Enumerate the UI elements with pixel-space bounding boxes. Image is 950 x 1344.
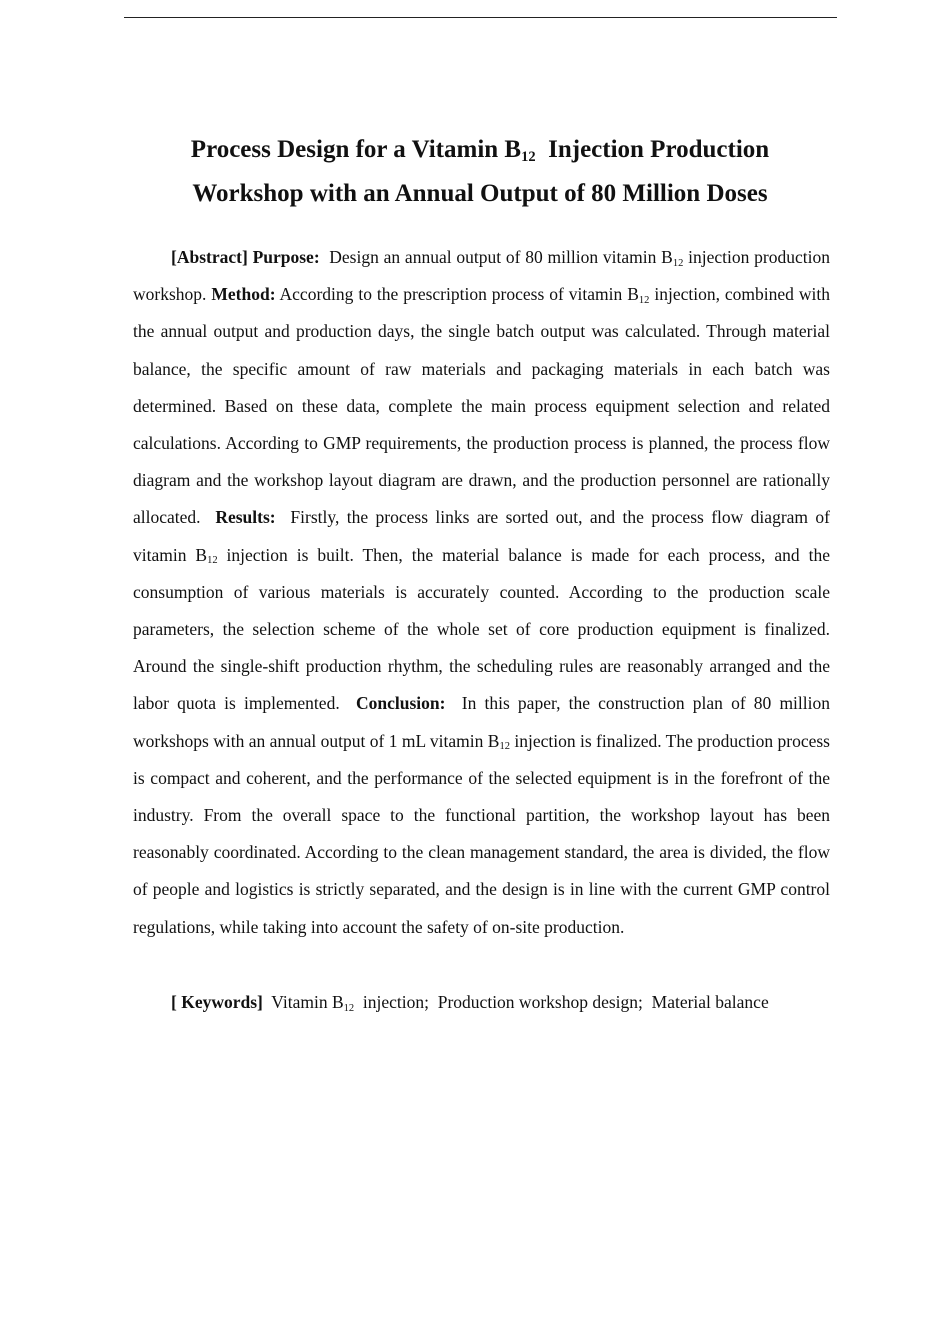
method-label: Method: (211, 284, 276, 305)
results-subscript: 12 (207, 555, 218, 567)
header-rule (124, 17, 837, 18)
conclusion-text-b: injection is finalized. The production process is compact and coherent, and the performance of the selected equipment is in the forefront of the industry. From the overall space to the functional partition, the workshop layout has been reasonably coordinated. According to the clean management standard, the area is divided, the flow of people and logistics is strictly separated, and the design is in line with the current GMP control regulations, while taking into account the safety of on-site production. (133, 730, 830, 937)
keywords-text-b: injection; Production workshop design; Material balance (354, 992, 769, 1012)
abstract-label: [Abstract] (171, 247, 248, 267)
results-text-b: injection is built. Then, the material balance is made for each process, and the consumption of various materials is accurately counted. According to the production scale parameters, the selection scheme of the whole set of core production equipment is finalized. Around the single-shift production rhythm, the scheduling rules are reasonably arranged and the labor quota is implemented. (133, 544, 830, 714)
keywords-line (133, 984, 830, 1021)
results-text-a: Firstly, the process links are sorted out, and the process flow diagram of vitamin B (133, 507, 830, 565)
purpose-text-a: Design an annual output of 80 million vitamin B (329, 247, 673, 267)
abstract-paragraph (133, 239, 830, 946)
title-line1-a: Process Design for a Vitamin B (190, 136, 522, 163)
title-subscript: 12 (521, 148, 536, 165)
paper-title (120, 128, 840, 216)
purpose-text-b: injection production workshop. (133, 247, 831, 305)
keywords-text-a: Vitamin B (271, 992, 344, 1012)
keywords-subscript: 12 (343, 1002, 355, 1014)
method-text-b: injection, combined with the annual output and production days, the single batch output was calculated. Through material balance, the specific amount of raw materials and packaging materials in each batch was determined. Based on these data, complete the main process equipment selection and related calculations. According to GMP requirements, the production process is planned, the process flow diagram and the workshop layout diagram are drawn, and the production personnel are rationally allocated. (133, 284, 830, 528)
method-text-a: According to the prescription process of vitamin B (279, 284, 639, 305)
title-line2: Workshop with an Annual Output of 80 Million Doses (192, 180, 768, 207)
title-line1-b: Injection Production (535, 136, 770, 163)
conclusion-text-a: In this paper, the construction plan of 80 million workshops with an annual output of 1 mL vitamin B (133, 693, 831, 751)
method-subscript: 12 (638, 294, 650, 306)
results-label: Results: (215, 507, 276, 528)
purpose-label: Purpose: (252, 247, 320, 267)
purpose-subscript: 12 (672, 257, 684, 269)
conclusion-subscript: 12 (499, 741, 510, 753)
keywords-label: [ Keywords] (171, 992, 263, 1012)
conclusion-label: Conclusion: (356, 693, 446, 714)
